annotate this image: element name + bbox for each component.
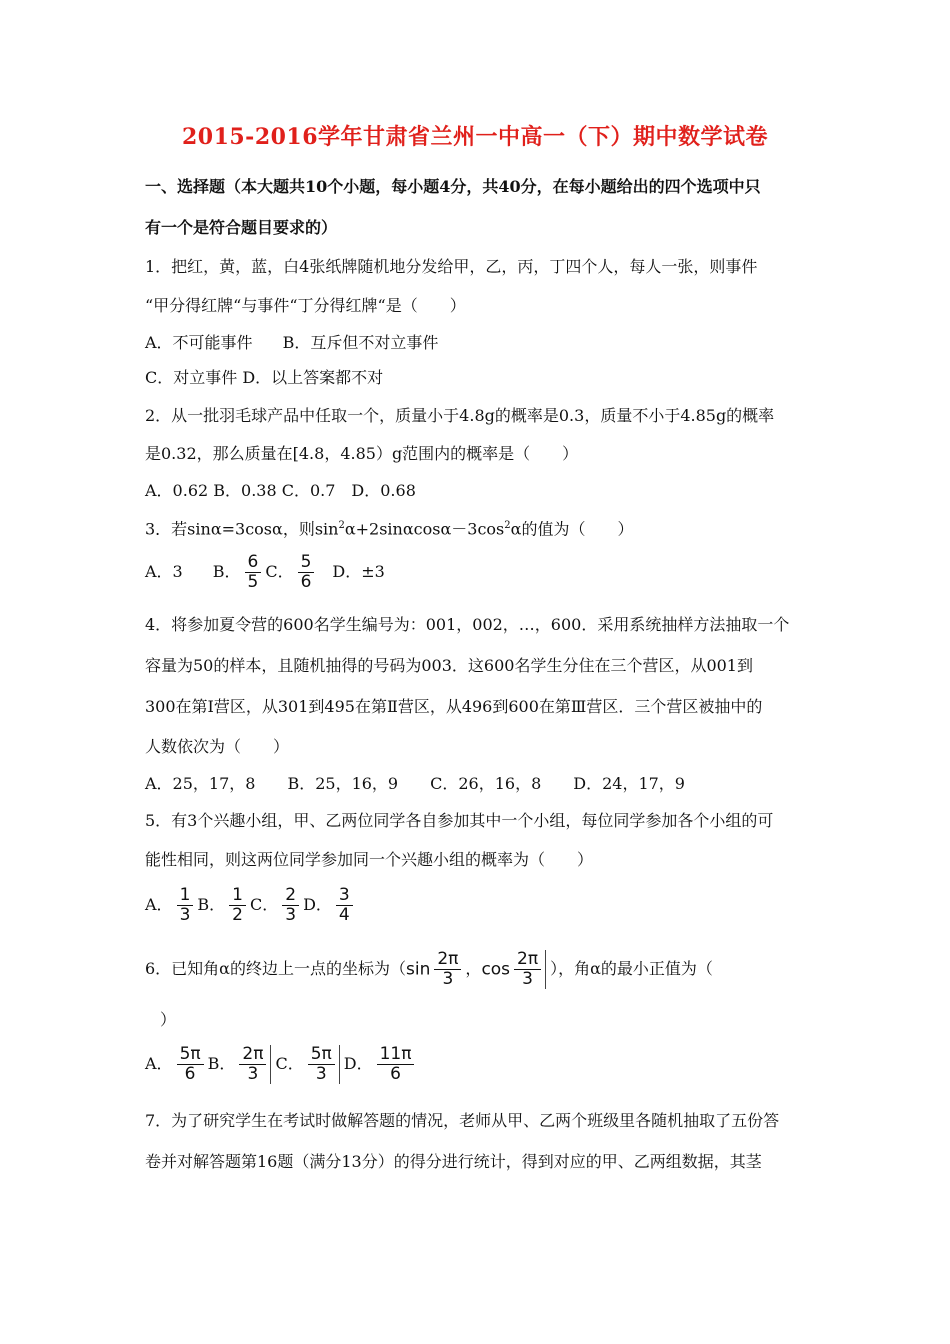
fraction-numerator: 3 (336, 886, 353, 906)
q1-option-b: B．互斥但不对立事件 (282, 333, 439, 352)
fraction-numerator: 5π (308, 1045, 335, 1065)
q3-exponent-1: 2 (338, 520, 345, 531)
q6-option-d-label: D． (343, 1054, 373, 1073)
fraction-numerator: 6 (245, 553, 262, 573)
q4-options: A．25，17，8 B．25，16，9 C．26，16，8 D．24，17，9 (145, 774, 685, 793)
q1-option-d: D．以上答案都不对 (242, 368, 384, 387)
q3-exponent-2: 2 (504, 520, 511, 531)
q1-stem-line2: “甲分得红牌“与事件“丁分得红牌“是（ ） (145, 296, 466, 315)
fraction-denominator: 2 (232, 905, 243, 925)
q5-option-d-fraction (336, 886, 353, 925)
q3-stem-part3: α的值为（ ） (510, 519, 634, 539)
q3-stem (145, 515, 633, 540)
q3-option-d: D．±3 (332, 562, 385, 581)
q6-sin-label: sin (406, 959, 431, 980)
q6-option-d-fraction (377, 1045, 415, 1084)
q5-option-b-fraction (229, 886, 246, 925)
q6-comma: ， (465, 959, 482, 978)
fraction-numerator: 2π (239, 1045, 266, 1065)
q6-option-b-label: B． (207, 1054, 236, 1073)
q2-stem-line2: 是0.32，那么质量在[4.8，4.85）g范围内的概率是（ ） (145, 444, 579, 463)
q6-option-b-fraction (239, 1045, 271, 1084)
fraction-numerator: 2π (514, 950, 541, 970)
fraction-denominator: 3 (179, 905, 191, 925)
q3-option-b-label: B． (212, 562, 241, 581)
q3-option-c-label: C． (265, 562, 294, 581)
q3-option-c-fraction (298, 553, 315, 592)
fraction-denominator: 6 (390, 1064, 401, 1084)
q5-option-c-fraction (282, 886, 299, 925)
q6-stem-line2: ） (160, 1010, 177, 1029)
q2-stem-line1: 2．从一批羽毛球产品中任取一个，质量小于4.8g的概率是0.3，质量不小于4.85g的概率 (145, 406, 775, 425)
fraction-denominator: 4 (338, 905, 350, 925)
q2-options: A．0.62 B．0.38 C．0.7 D．0.68 (145, 481, 416, 500)
q5-option-c-label: C． (249, 895, 279, 914)
q1-stem-line1: 1．把红，黄，蓝，白4张纸牌随机地分发给甲，乙，丙，丁四个人，每人一张，则事件 (145, 257, 758, 276)
fraction-numerator: 5 (298, 553, 315, 573)
q5-options (145, 886, 357, 925)
fraction-denominator: 3 (247, 1064, 259, 1084)
q5-option-d-label: D． (303, 895, 332, 914)
q1-option-a: A．不可能事件 (145, 333, 253, 352)
q6-options (145, 1045, 418, 1084)
q6-option-c-fraction (308, 1045, 340, 1084)
q4-stem-line3: 300在第Ⅰ营区，从301到495在第Ⅱ营区，从496到600在第Ⅲ营区．三个营区被抽中的 (145, 697, 763, 716)
q1-option-c: C．对立事件 (145, 368, 238, 387)
q6-cos-label: cos (481, 959, 511, 980)
fraction-denominator: 3 (315, 1064, 327, 1084)
q3-stem-part2: α+2sinαcosα－3cos (344, 519, 505, 539)
q6-stem-line1 (145, 950, 713, 989)
q5-stem-line1: 5．有3个兴趣小组，甲、乙两位同学各自参加其中一个小组，每位同学参加各个小组的可 (145, 811, 774, 830)
q6-option-a-label: A． (145, 1054, 173, 1073)
fraction-numerator: 2 (282, 886, 299, 906)
fraction-denominator: 3 (522, 969, 533, 989)
q4-stem-line4: 人数依次为（ ） (145, 737, 290, 756)
q6-stem-part2: ），角α的最小正值为（ (550, 959, 713, 978)
q5-stem-line2: 能性相同，则这两位同学参加同一个兴趣小组的概率为（ ） (145, 850, 594, 869)
q3-option-a: A．3 (145, 562, 183, 581)
fraction-denominator: 6 (300, 572, 312, 592)
fraction-numerator: 1 (177, 886, 194, 906)
q6-option-a-fraction (177, 1045, 204, 1084)
q5-option-a-label: A． (145, 895, 173, 914)
q1-options-row1 (145, 332, 438, 354)
section-heading-line2: 有一个是符合题目要求的） (145, 218, 338, 237)
q4-stem-line1: 4．将参加夏令营的600名学生编号为：001，002，…，600．采用系统抽样方法抽取一个 (145, 615, 790, 634)
q3-options (145, 553, 385, 592)
fraction-denominator: 3 (285, 905, 297, 925)
fraction-numerator: 2π (434, 950, 461, 970)
q4-stem-line2: 容量为50的样本，且随机抽得的号码为003．这600名学生分住在三个营区，从001到 (145, 656, 753, 675)
q6-cos-fraction (514, 950, 546, 989)
q7-stem-line2: 卷并对解答题第16题（满分13分）的得分进行统计，得到对应的甲、乙两组数据，其茎 (145, 1152, 762, 1171)
q3-stem-part1: 3．若sinα=3cosα，则sin (145, 519, 339, 539)
q5-option-a-fraction (177, 886, 194, 925)
fraction-denominator: 6 (184, 1064, 196, 1084)
page-title: 2015-2016学年甘肃省兰州一中高一（下）期中数学试卷 (181, 124, 769, 150)
q1-options-row2 (145, 367, 383, 389)
fraction-denominator: 3 (442, 969, 454, 989)
q3-option-b-fraction (245, 553, 262, 592)
fraction-numerator: 11π (377, 1045, 415, 1065)
fraction-numerator: 5π (177, 1045, 204, 1065)
q6-sin-fraction (434, 950, 461, 989)
q6-stem-part1: 6．已知角α的终边上一点的坐标为（ (145, 959, 406, 978)
section-heading-line1: 一、选择题（本大题共10个小题，每小题4分，共40分，在每小题给出的四个选项中只 (145, 177, 761, 196)
fraction-numerator: 1 (229, 886, 246, 906)
q6-option-c-label: C． (275, 1054, 304, 1073)
q5-option-b-label: B． (197, 895, 226, 914)
q7-stem-line1: 7．为了研究学生在考试时做解答题的情况，老师从甲、乙两个班级里各随机抽取了五份答 (145, 1111, 780, 1130)
fraction-denominator: 5 (247, 572, 259, 592)
